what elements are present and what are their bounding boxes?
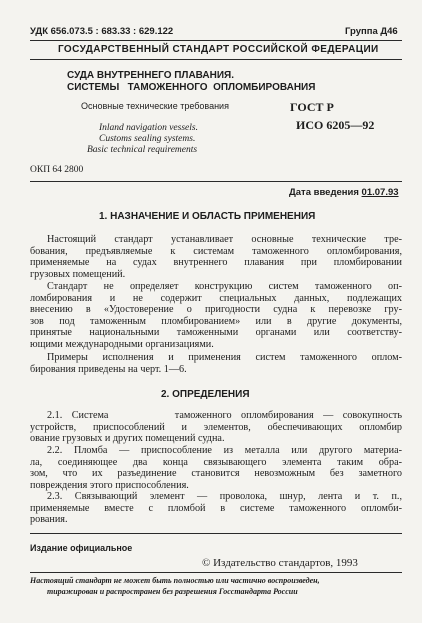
standard-line: ГОСУДАРСТВЕННЫЙ СТАНДАРТ РОССИЙСКОЙ ФЕДЕРАЦИИ [58,44,379,55]
text-line: 2.2. Пломба — приспособление из металла или другого материа- [47,445,402,456]
section-1-heading: 1. НАЗНАЧЕНИЕ И ОБЛАСТЬ ПРИМЕНЕНИЯ [99,211,316,222]
text-line: повреждения этого приспособления. [30,479,189,491]
text-line: 2.3. Связывающий элемент — проволока, шнур, лента и т. п., [47,491,402,502]
gost-number: ГОСТ Р [290,100,334,114]
copyright: © Издательство стандартов, 1993 [202,557,358,569]
title-line-2: СИСТЕМЫ ТАМОЖЕННОГО ОПЛОМБИРОВАНИЯ [67,82,316,93]
header-rule-bottom [30,59,402,60]
text-line: бирования приведены на черт. 1—6. [30,363,187,375]
definition-2-1 [30,410,402,445]
subtitle: Основные технические требования [81,101,229,111]
english-title-2: Customs sealing systems. [99,134,196,144]
text-line: рования. [30,514,68,525]
english-title-3: Basic technical requirements [87,145,198,155]
reproduction-notice-1: Настоящий стандарт не может быть полностью или частично воспроизведен, [30,576,320,585]
okp-code: ОКП 64 2800 [30,165,84,175]
text-line: принятые национальными таможенными органами или соответству- [30,327,402,338]
title-rule [30,181,402,182]
group-code: Группа Д46 [345,26,398,37]
text-line: Настоящий стандарт устанавливает основные технические тре- [47,234,402,245]
effective-date-label: Дата введения [289,187,359,198]
definition-2-3 [30,491,402,526]
text-line: Примеры исполнения и применения систем таможенного оплом- [47,352,402,363]
text-line: ла, соединяющее два конца связывающего элемента таким обра- [30,456,402,468]
text-line: зов под таможенным пломбированием» или в другие документы, [30,315,402,327]
section-1-paragraph-1 [30,234,402,280]
effective-date-value: 01.07.93 [361,187,399,198]
section-2-heading: 2. ОПРЕДЕЛЕНИЯ [161,389,250,400]
text-line: грузовых помещений. [30,268,126,280]
text-line: применяемые вместе с пломбой в системе таможенного опломби- [30,502,402,514]
text-line: бования, предъявляемые к системам таможенного опломбирования, [30,245,402,257]
footer-rule-top [30,533,402,534]
text-line: ование грузовых и других помещений судна. [30,433,225,444]
footer-rule-bottom [30,572,402,573]
text-line: внесению в «Удостоверение о пригодности судна к перевозке гру- [30,304,402,315]
text-line: ющими международными организациями. [30,338,214,350]
text-line: устройств, приспособлений и элементов, обеспечивающих опломбир [30,421,402,433]
text-line: применяемые на судах внутреннего плавания при пломбировании [30,257,402,268]
definition-2-2 [30,445,402,491]
header-rule-top [30,40,402,41]
iso-number: ИСО 6205—92 [296,118,375,132]
effective-date [289,187,399,198]
reproduction-notice-2: тиражирован и распространен без разрешения Госстандарта России [47,587,298,596]
official-edition: Издание официальное [30,543,133,553]
text-line: ломбирования и не содержит специальных данных, подлежащих [30,292,402,304]
text-line: 2.1. Система таможенного опломбирования — совокупность [47,410,402,421]
section-1-paragraph-3 [30,352,402,375]
title-line-1: СУДА ВНУТРЕННЕГО ПЛАВАНИЯ. [67,70,234,81]
text-line: зом, что их разъединение становится невозможным без заметного [30,468,402,479]
section-1-paragraph-2 [30,281,402,350]
udc-code: УДК 656.073.5 : 683.33 : 629.122 [30,26,174,37]
text-line: Стандарт не определяет конструкцию систем таможенного оп- [47,281,402,292]
english-title-1: Inland navigation vessels. [99,123,198,133]
